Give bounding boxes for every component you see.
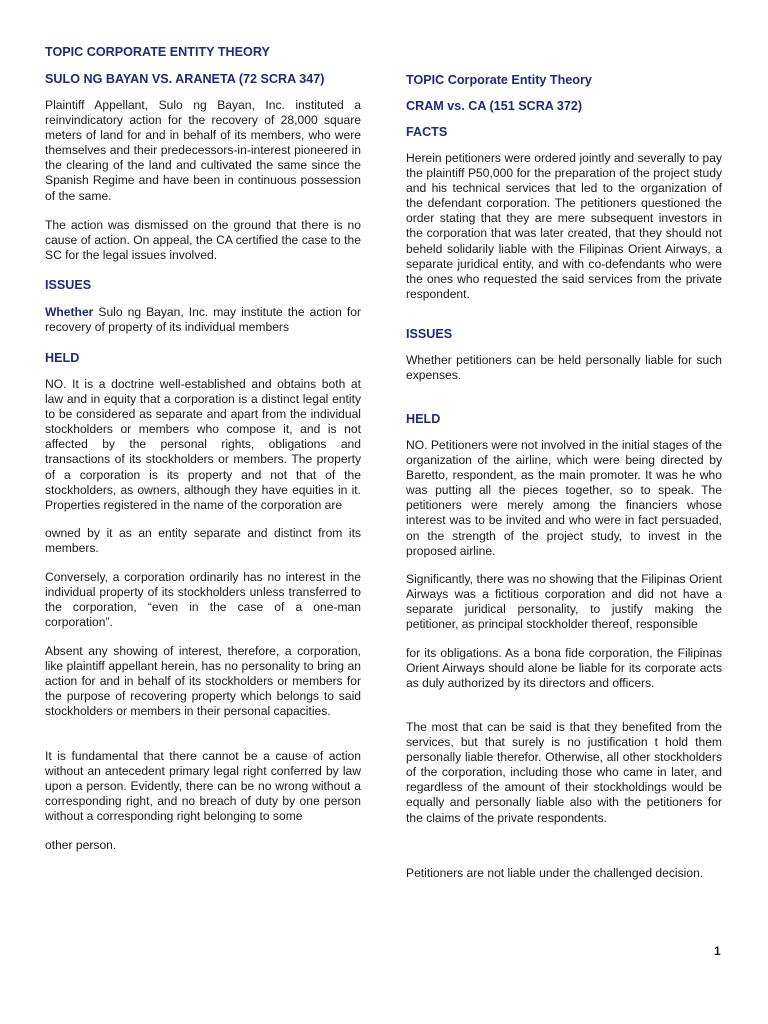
right-held-paragraph-1: NO. Petitioners were not involved in the initial stages of the organization of the airline, which were being directed by Baretto, respondent, as the main promoter. It was he who was putting all the pieces together, so to speak. The petitioners were merely among the financiers whose interest was to be invited and who were in fact persuaded, on the strength of the project study, to invest in the proposed airline. xyxy=(406,438,722,558)
right-topic-heading: TOPIC Corporate Entity Theory xyxy=(406,73,592,87)
left-facts-paragraph-2: The action was dismissed on the ground that there is no cause of action. On appeal, the CA certified the case to the SC for the legal issues involved. xyxy=(45,218,361,263)
right-case-title: CRAM vs. CA (151 SCRA 372) xyxy=(406,99,583,113)
left-facts-paragraph-1: Plaintiff Appellant, Sulo ng Bayan, Inc. instituted a reinvindicatory action for the recovery of 28,000 square meters of land for and in behalf of its members, who were themselves and their predecessors-in-interest pioneered in the clearing of the land and cultivated the same since the Spanish Regime and have been in continuous possession of the same. xyxy=(45,98,361,203)
right-held-heading: HELD xyxy=(406,412,441,426)
right-held-paragraph-2a: Significantly, there was no showing that the Filipinas Orient Airways was a fictitious corporation and did not have a separate juridical personality, to justify making the petitioner, as principal stockholder thereof, responsible xyxy=(406,572,722,632)
right-held-paragraph-4: Petitioners are not liable under the challenged decision. xyxy=(406,866,704,880)
right-held-paragraph-2b: for its obligations. As a bona fide corporation, the Filipinas Orient Airways should alone be liable for its corporate acts as duly authorized by its directors and officers. xyxy=(406,646,722,691)
right-facts-paragraph: Herein petitioners were ordered jointly and severally to pay the plaintiff P50,000 for the preparation of the project study and his technical services that led to the organization of the defendant corporation. The petitioners questioned the order stating that they are mere subsequent investors in the corporation that was later created, that they should not beheld solidarily liable with the Filipinas Orient Airways, a separate juridical entity, and with co-defendants who were the ones who requested the said services from the private respondent. xyxy=(406,151,722,301)
left-held-paragraph-4b: other person. xyxy=(45,838,117,852)
left-held-paragraph-2: Conversely, a corporation ordinarily has no interest in the individual property of its stockholders unless transferred to the corporation, “even in the case of a one-man corporation”. xyxy=(45,570,361,630)
left-held-paragraph-4a: It is fundamental that there cannot be a cause of action without an antecedent primary legal right conferred by law upon a person. Evidently, there can be no wrong without a corresponding right, and no breach of duty by one person without a corresponding right belonging to some xyxy=(45,749,361,824)
left-topic-heading: TOPIC CORPORATE ENTITY THEORY xyxy=(45,45,270,59)
left-case-title: SULO NG BAYAN VS. ARANETA (72 SCRA 347) xyxy=(45,72,325,86)
left-issue-text: Sulo ng Bayan, Inc. may institute the action for recovery of property of its individual members xyxy=(45,305,361,335)
left-held-paragraph-3: Absent any showing of interest, therefore, a corporation, like plaintiff appellant herein, has no personality to bring an action for and in behalf of its stockholders or members for the purpose of recovering property which belongs to said stockholders or members in their personal capacities. xyxy=(45,644,361,719)
left-issue-paragraph xyxy=(45,305,361,335)
left-held-paragraph-1b: owned by it as an entity separate and distinct from its members. xyxy=(45,526,361,556)
left-issue-lead: Whether xyxy=(45,305,94,319)
right-held-paragraph-3: The most that can be said is that they benefited from the services, but that surely is no justification t hold them personally liable therefor. Otherwise, all other stockholders of the corporation, including those who came in later, and regardless of the amount of their stockholdings would be equally and personally liable also with the petitioners for the claims of the private respondents. xyxy=(406,720,722,825)
right-issues-heading: ISSUES xyxy=(406,327,453,341)
left-held-heading: HELD xyxy=(45,351,80,365)
right-facts-heading: FACTS xyxy=(406,125,448,139)
right-issue-paragraph: Whether petitioners can be held personally liable for such expenses. xyxy=(406,353,722,383)
left-issues-heading: ISSUES xyxy=(45,278,92,292)
left-held-paragraph-1a: NO. It is a doctrine well-established and obtains both at law and in equity that a corporation is a distinct legal entity to be considered as separate and apart from the individual stockholders or members who compose it, and is not affected by the personal rights, obligations and transactions of its stockholders or members. The property of a corporation is its property and not that of the stockholders, as owners, although they have equities in it. Properties registered in the name of the corporation are xyxy=(45,377,361,512)
page-number: 1 xyxy=(714,944,721,958)
